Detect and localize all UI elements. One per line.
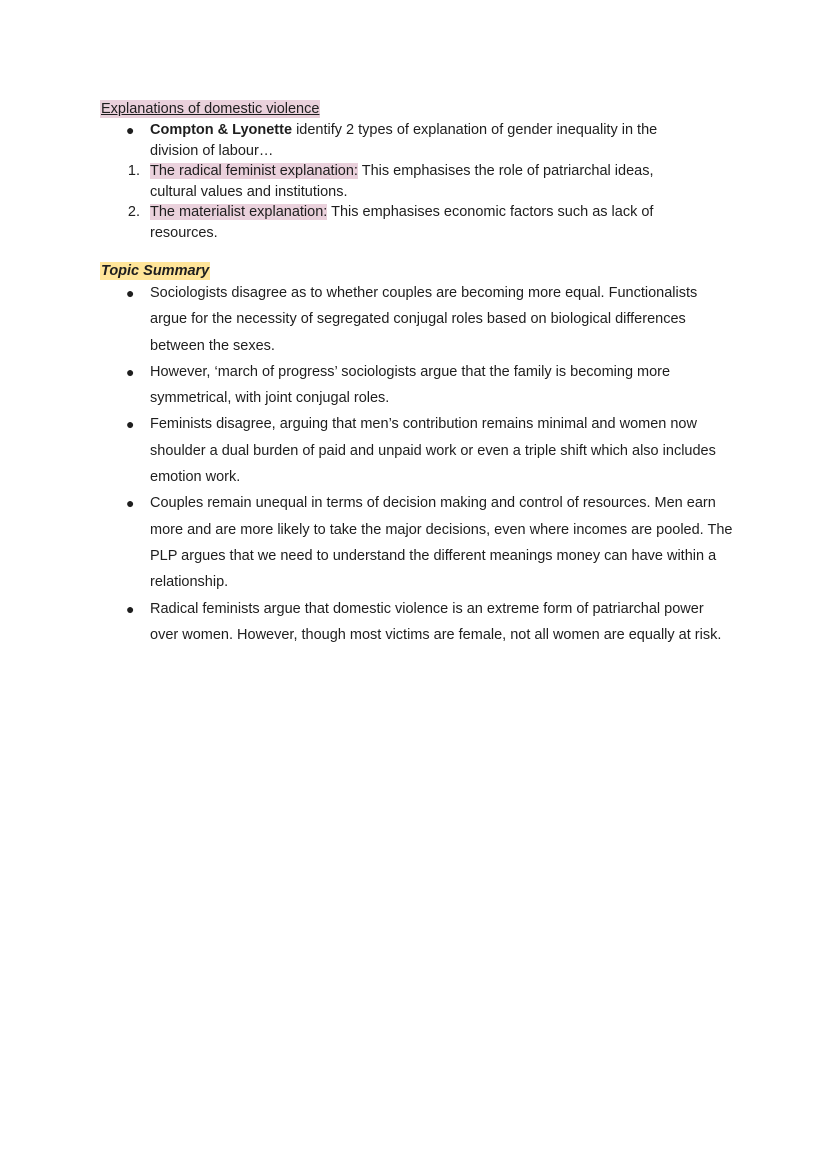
bullet-icon: ● — [126, 600, 135, 617]
item-text: This emphasises economic factors such as lack of resources. — [150, 204, 654, 241]
bullet-text: However, ‘march of progress’ sociologists argue that the family is becoming more symmetrical, with joint conjugal roles. — [150, 363, 671, 407]
section-heading-domestic-violence: Explanations of domestic violence — [101, 101, 320, 117]
bullet-icon: ● — [126, 363, 135, 380]
bullet-icon: ● — [126, 285, 135, 301]
bullet-text: Feminists disagree, arguing that men’s contribution remains minimal and women now shoulder a dual burden of paid and unpaid work or even a triple shift which also includes emotion work. — [150, 416, 716, 486]
explanations-list — [0, 120, 828, 243]
list-number: 2. — [127, 204, 140, 220]
list-item — [0, 359, 828, 412]
list-item — [0, 161, 828, 202]
list-item — [0, 280, 828, 359]
bullet-icon: ● — [126, 122, 135, 138]
author-names: Compton & Lyonette — [150, 122, 293, 138]
highlighted-term: The materialist explanation: — [150, 204, 328, 220]
bullet-text: Radical feminists argue that domestic violence is an extreme form of patriarchal power over women. However, though most victims are female, not all women are equally at risk. — [150, 600, 722, 643]
list-item — [0, 596, 828, 649]
item-text: This emphasises the role of patriarchal ideas, cultural values and institutions. — [150, 163, 654, 200]
highlighted-term: The radical feminist explanation: — [150, 163, 358, 179]
bullet-text: Couples remain unequal in terms of decision making and control of resources. Men earn more and are more likely to take the major decisions, even where incomes are pooled. The PLP argues that we need to understand the different meanings money can have within a relationship. — [150, 495, 733, 591]
bullet-text: Sociologists disagree as to whether couples are becoming more equal. Functionalists argue for the necessity of segregated conjugal roles based on biological differences between the sexes. — [150, 285, 698, 354]
list-item — [0, 202, 828, 243]
bullet-icon: ● — [126, 495, 135, 512]
section-heading-topic-summary: Topic Summary — [101, 263, 210, 279]
summary-list — [0, 280, 828, 648]
list-item — [0, 490, 828, 595]
list-number: 1. — [127, 163, 140, 179]
list-item — [0, 120, 828, 161]
intro-text: identify 2 types of explanation of gender inequality in the division of labour… — [150, 122, 658, 159]
list-item — [0, 411, 828, 490]
bullet-icon: ● — [126, 416, 135, 433]
